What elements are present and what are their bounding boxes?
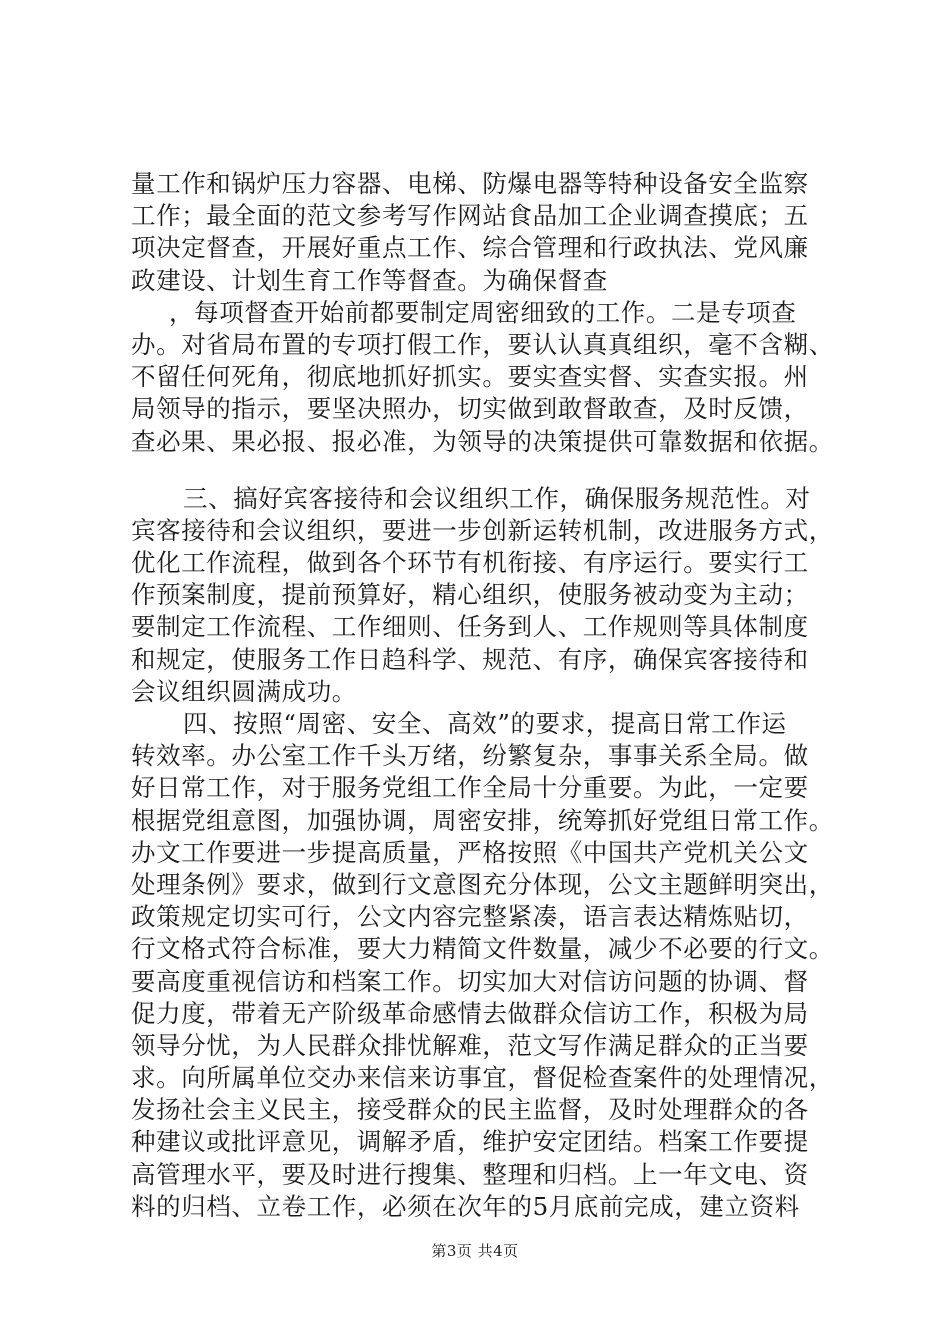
text-line: 优化工作流程，做到各个环节有机衔接、有序运行。要实行工 (131, 548, 809, 578)
text-line: 三、搞好宾客接待和会议组织工作，确保服务规范性。对 (183, 483, 811, 513)
text-line: 工作；最全面的范文参考写作网站食品加工企业调查摸底；五 (131, 201, 809, 231)
text-line: 发扬社会主义民主，接受群众的民主监督，及时处理群众的各 (131, 1095, 809, 1125)
text-line: ，每项督查开始前都要制定周密细致的工作。二是专项查 (169, 297, 797, 327)
paragraph-gap (131, 458, 843, 483)
text-line: 料的归档、立卷工作，必须在次年的5月底前完成，建立资料 (131, 1191, 800, 1221)
text-line: 好日常工作，对于服务党组工作全局十分重要。为此，一定要 (131, 773, 809, 803)
text-line: 政建设、计划生育工作等督查。为确保督查 (131, 265, 608, 295)
page-number-footer: 第3页 共4页 (431, 1242, 519, 1260)
text-line: 四、按照“周密、安全、高效”的要求，提高日常工作运 (183, 709, 787, 738)
text-line: 要制定工作流程、工作细则、任务到人、工作规则等具体制度 (131, 612, 809, 642)
text-line: 根据党组意图，加强协调，周密安排，统筹抓好党组日常工作。 (131, 805, 834, 835)
text-line: 求。向所属单位交办来信来访事宜，督促检查案件的处理情况， (131, 1063, 834, 1093)
text-line: 处理条例》要求，做到行文意图充分体现，公文主题鲜明突出， (131, 869, 834, 899)
text-line: 领导分忧，为人民群众排忧解难，范文写作满足群众的正当要 (131, 1030, 809, 1060)
text-line: 种建议或批评意见，调解矛盾，维护安定团结。档案工作要提 (131, 1127, 809, 1157)
text-line: 促力度，带着无产阶级革命感情去做群众信访工作，积极为局 (131, 998, 809, 1028)
paragraph-section-four (131, 708, 843, 1223)
text-line: 局领导的指示，要坚决照办，切实做到敢督敢查，及时反馈， (131, 394, 809, 424)
text-line: 查必果、果必报、报必准，为领导的决策提供可靠数据和依据。 (131, 426, 834, 456)
text-line: 量工作和锅炉压力容器、电梯、防爆电器等特种设备安全监察 (131, 169, 809, 198)
text-line: 宾客接待和会议组织，要进一步创新运转机制，改进服务方式， (131, 515, 834, 545)
text-line: 要高度重视信访和档案工作。切实加大对信访问题的协调、督 (131, 966, 809, 996)
document-body (131, 168, 843, 1223)
text-line: 和规定，使服务工作日趋科学、规范、有序，确保宾客接待和 (131, 644, 809, 674)
text-line: 不留任何死角，彻底地抓好抓实。要实查实督、实查实报。州 (131, 362, 809, 392)
text-line: 办。对省局布置的专项打假工作，要认认真真组织，毫不含糊、 (131, 329, 834, 359)
text-line: 政策规定切实可行，公文内容完整紧凑，语言表达精炼贴切， (131, 902, 809, 932)
text-line: 作预案制度，提前预算好，精心组织，使服务被动变为主动； (131, 580, 809, 610)
paragraph-continued (131, 168, 843, 458)
text-line: 行文格式符合标准，要大力精简文件数量，减少不必要的行文。 (131, 934, 834, 964)
text-line: 高管理水平，要及时进行搜集、整理和归档。上一年文电、资 (131, 1159, 809, 1189)
text-line: 会议组织圆满成功。 (131, 676, 357, 706)
paragraph-section-three (131, 483, 843, 708)
text-line: 办文工作要进一步提高质量，严格按照《中国共产党机关公文 (131, 837, 809, 867)
text-line: 转效率。办公室工作千头万绪，纷繁复杂，事事关系全局。做 (131, 741, 809, 771)
text-line: 项决定督查，开展好重点工作、综合管理和行政执法、党风廉 (131, 233, 809, 263)
